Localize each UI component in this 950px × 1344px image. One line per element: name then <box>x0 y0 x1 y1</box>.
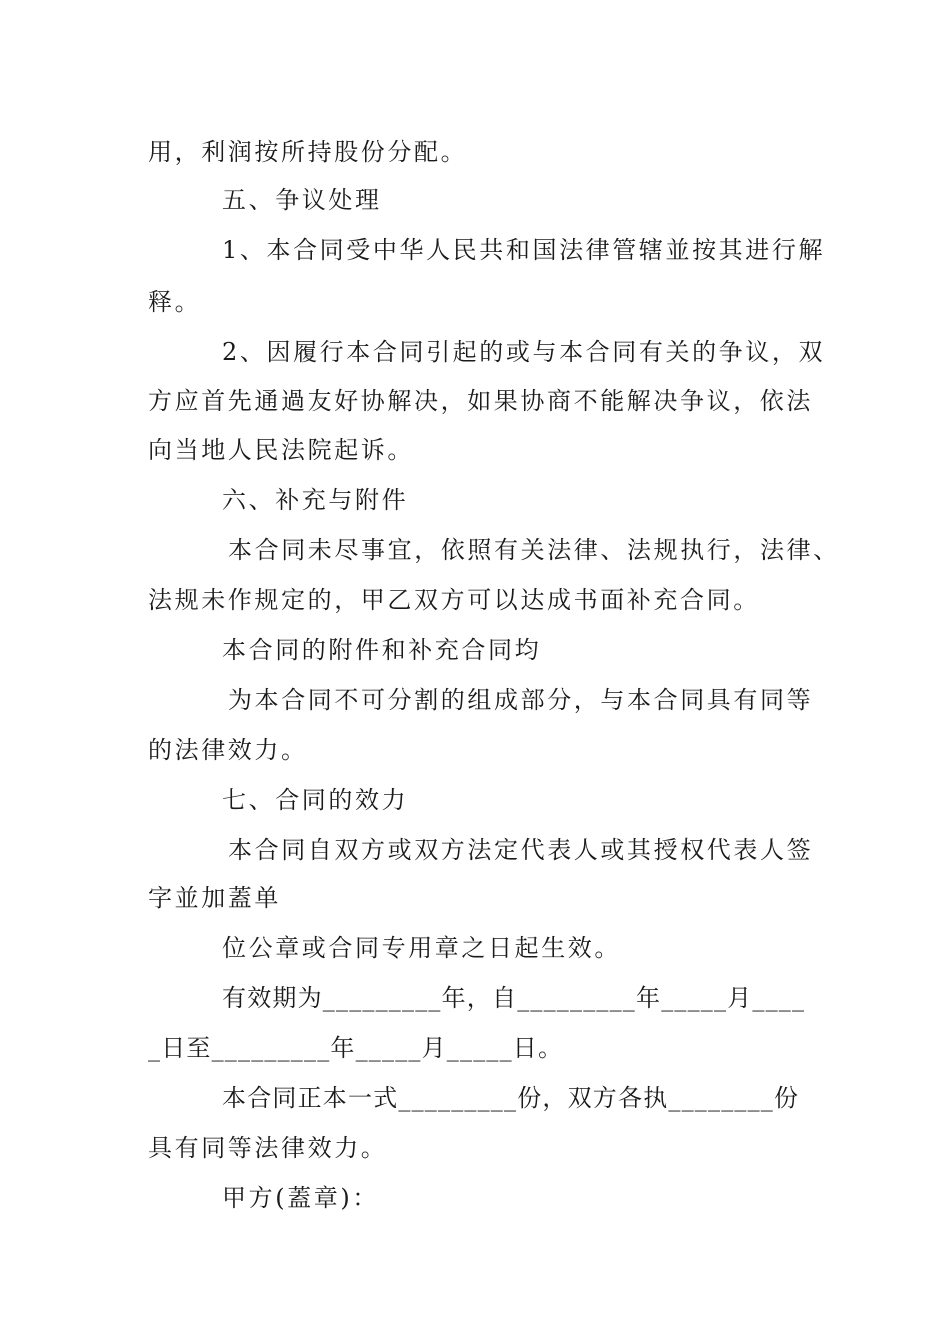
text-line: 的法律效力。 <box>148 736 308 764</box>
party-a-seal-label: 甲方(蓋章)： <box>222 1184 379 1212</box>
text-line: 1、本合同受中华人民共和国法律管辖並按其进行解 <box>222 236 826 264</box>
text-line: 释。 <box>148 288 202 316</box>
section-heading-validity: 七、合同的效力 <box>222 786 409 814</box>
validity-period-line: _日至_________年_____月_____日。 <box>148 1034 564 1062</box>
text-line: 用，利润按所持股份分配。 <box>148 138 468 166</box>
text-line: 方应首先通過友好协解决，如果协商不能解决争议，依法 <box>148 387 813 415</box>
text-line: 本合同自双方或双方法定代表人或其授权代表人签 <box>228 836 814 864</box>
text-line: 位公章或合同专用章之日起生效。 <box>222 934 621 962</box>
copies-line: 本合同正本一式_________份，双方各执________份 <box>222 1084 800 1112</box>
text-line: 字並加蓋单 <box>148 884 281 912</box>
section-heading-dispute: 五、争议处理 <box>222 186 382 214</box>
text-line: 法规未作规定的，甲乙双方可以达成书面补充合同。 <box>148 586 760 614</box>
text-line: 2、因履行本合同引起的或与本合同有关的争议，双 <box>222 338 826 366</box>
text-line: 具有同等法律效力。 <box>148 1134 388 1162</box>
validity-period-line: 有效期为_________年，自_________年_____月____ <box>222 984 806 1012</box>
text-line: 向当地人民法院起诉。 <box>148 436 414 464</box>
text-line: 为本合同不可分割的组成部分，与本合同具有同等 <box>228 686 814 714</box>
text-line: 本合同未尽事宜，依照有关法律、法规执行，法律、 <box>228 536 840 564</box>
text-line: 本合同的附件和补充合同均 <box>222 636 542 664</box>
section-heading-supplement: 六、补充与附件 <box>222 486 409 514</box>
